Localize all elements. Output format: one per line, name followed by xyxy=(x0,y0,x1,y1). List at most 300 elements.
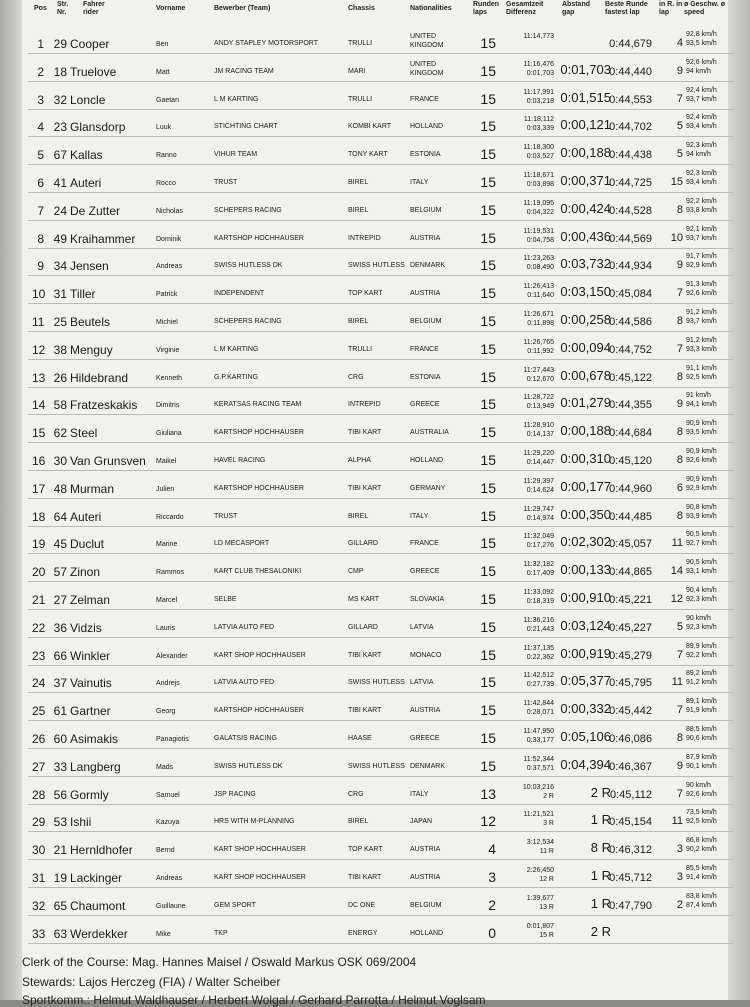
total-time: 11:29,747 xyxy=(523,505,554,513)
laps-count: 12 xyxy=(480,813,496,830)
start-number: 24 xyxy=(53,203,67,218)
position: 25 xyxy=(32,704,46,719)
team-name: KART SHOP HOCHHAUSER xyxy=(214,846,306,854)
gap-time: 0:03,124 xyxy=(560,617,611,633)
difference: 0:14,447 xyxy=(526,459,554,466)
rider-name: Jensen xyxy=(70,259,109,274)
laps-count: 15 xyxy=(480,35,496,51)
laps-count: 15 xyxy=(480,507,496,524)
fastest-speed: 93,1 km/h xyxy=(686,568,717,576)
chassis-name: CRG xyxy=(348,790,364,798)
fastest-in-lap: 3 xyxy=(676,843,683,856)
total-time: 11:27,443 xyxy=(523,366,554,374)
avg-speed: 90,4 km/h xyxy=(686,587,717,594)
fastest-speed: 92,6 km/h xyxy=(686,290,717,298)
start-number: 29 xyxy=(53,37,67,51)
gap-time: 0:00,133 xyxy=(560,562,611,578)
total-time: 11:36,216 xyxy=(523,616,554,624)
fastest-speed: 93,5 km/h xyxy=(686,429,717,437)
first-name: Marine xyxy=(156,541,178,549)
first-name: Nicholas xyxy=(156,207,183,215)
fastest-in-lap: 8 xyxy=(676,454,683,466)
fastest-lap: 0:44,702 xyxy=(609,121,652,134)
fastest-speed: 93,9 km/h xyxy=(686,512,717,520)
rider-name: Kraihammer xyxy=(70,231,136,246)
start-number: 23 xyxy=(53,120,67,135)
total-time: 11:42,512 xyxy=(523,672,554,680)
gap-time: 0:00,678 xyxy=(560,367,611,383)
nationality: GREECE xyxy=(410,401,440,409)
nationality: BELGIUM xyxy=(410,318,442,325)
fastest-speed: 92,9 km/h xyxy=(686,484,717,492)
gap-time: 0:03,732 xyxy=(560,256,611,272)
chassis-name: TRULLI xyxy=(348,345,373,353)
nationality: BELGIUM xyxy=(410,206,442,214)
team-name: LATVIA AUTO FED xyxy=(214,679,275,687)
table-row xyxy=(0,223,750,250)
header-laps: Runden laps xyxy=(473,1,500,16)
position: 23 xyxy=(32,648,46,663)
position: 33 xyxy=(32,926,46,941)
team-name: TRUST xyxy=(214,512,238,520)
team-name: KARTSHOP HOCHHAUSER xyxy=(214,484,304,492)
header-chassis: Chassis xyxy=(348,5,375,12)
first-name: Ranno xyxy=(156,152,177,160)
position: 8 xyxy=(37,231,44,246)
start-number: 57 xyxy=(53,565,67,580)
fastest-lap: 0:44,553 xyxy=(609,93,652,106)
header-rider: Fahrer rider xyxy=(83,1,105,16)
total-time: 11:14,773 xyxy=(523,33,554,40)
avg-speed: 90 km/h xyxy=(686,781,711,789)
fastest-lap: 0:45,279 xyxy=(609,649,652,662)
chassis-name: TIBI KART xyxy=(348,707,382,715)
total-time: 11:47,950 xyxy=(523,728,554,735)
laps-count: 15 xyxy=(480,424,496,441)
difference: 0:28,071 xyxy=(526,709,554,717)
gap-time: 0:00,350 xyxy=(560,506,611,522)
start-number: 38 xyxy=(53,342,67,357)
team-name: STICHTING CHART xyxy=(214,123,278,131)
fastest-lap: 0:45,057 xyxy=(609,538,652,551)
laps-count: 15 xyxy=(480,563,496,580)
fastest-lap: 0:44,752 xyxy=(609,343,652,356)
rider-name: Truelove xyxy=(70,64,117,79)
table-row xyxy=(0,167,750,194)
total-time: 11:18,300 xyxy=(523,144,554,152)
start-number: 32 xyxy=(53,92,67,107)
team-name: TRUST xyxy=(214,179,238,186)
difference: 0:18,319 xyxy=(526,598,554,605)
difference: 15 R xyxy=(539,931,554,939)
header-nr: Str. Nr. xyxy=(57,1,69,16)
rider-name: Kallas xyxy=(70,148,103,163)
gap-time: 0:00,371 xyxy=(560,173,611,188)
table-row xyxy=(0,278,750,305)
chassis-name: MARI xyxy=(348,67,366,75)
laps-count: 15 xyxy=(480,452,496,468)
first-name: Virginie xyxy=(156,346,180,354)
table-row xyxy=(0,56,750,83)
chassis-name: SWISS HUTLESS xyxy=(348,679,405,687)
difference: 11 R xyxy=(539,848,554,856)
chassis-name: KOMBI KART xyxy=(348,123,392,131)
gap-time: 0:05,377 xyxy=(560,673,611,689)
fastest-in-lap: 7 xyxy=(676,648,683,661)
rider-name: Langberg xyxy=(70,759,121,774)
nationality: AUSTRIA xyxy=(410,234,441,242)
team-name: L M KARTING xyxy=(214,95,259,103)
rider-name: Chaumont xyxy=(70,898,126,913)
rider-name: Steel xyxy=(70,426,98,441)
total-time: 11:28,910 xyxy=(523,422,554,430)
chassis-name: GILLARD xyxy=(348,623,378,631)
nationality: ESTONIA xyxy=(410,373,441,381)
start-number: 56 xyxy=(53,787,67,802)
fastest-speed: 87,4 km/h xyxy=(686,901,717,909)
first-name: Mads xyxy=(156,763,174,771)
fastest-in-lap: 2 xyxy=(676,898,683,911)
fastest-in-lap: 9 xyxy=(676,759,683,772)
laps-count: 15 xyxy=(480,591,496,607)
difference: 0:21,443 xyxy=(526,625,554,633)
table-row xyxy=(0,306,750,333)
fastest-speed: 92,5 km/h xyxy=(686,373,717,381)
fastest-speed: 93,8 km/h xyxy=(686,206,717,214)
nationality: DENMARK xyxy=(410,262,446,270)
avg-speed: 92,3 km/h xyxy=(686,142,717,150)
rider-name: Zelman xyxy=(70,593,111,607)
laps-count: 15 xyxy=(480,174,496,190)
nationality: BELGIUM xyxy=(410,901,442,909)
table-row xyxy=(0,84,750,111)
first-name: Julien xyxy=(156,485,175,493)
avg-speed: 91,7 km/h xyxy=(686,253,717,261)
total-time: 11:19,095 xyxy=(523,199,554,207)
team-name: JM RACING TEAM xyxy=(214,67,274,75)
nationality: FRANCE xyxy=(410,540,439,548)
position: 19 xyxy=(32,537,46,552)
difference: 0:01,703 xyxy=(526,69,554,77)
laps-count: 15 xyxy=(480,674,496,691)
fastest-lap: 0:44,355 xyxy=(609,399,652,412)
fastest-in-lap: 7 xyxy=(676,342,683,355)
table-row xyxy=(0,779,750,806)
avg-speed: 92,6 km/h xyxy=(686,58,717,66)
gap-time: 0:00,188 xyxy=(560,423,611,439)
fastest-speed: 91,4 km/h xyxy=(686,874,717,881)
table-row xyxy=(0,862,750,889)
nationality: AUSTRIA xyxy=(410,290,441,298)
team-name: L M KARTING xyxy=(214,345,259,353)
laps-count: 15 xyxy=(480,368,496,385)
fastest-lap: 0:44,485 xyxy=(609,510,652,523)
avg-speed: 91,2 km/h xyxy=(686,336,717,344)
start-number: 26 xyxy=(53,370,67,385)
start-number: 25 xyxy=(53,315,67,329)
first-name: Andreas xyxy=(156,875,183,882)
position: 32 xyxy=(32,898,46,913)
table-row xyxy=(0,528,750,555)
gap-time: 8 R xyxy=(590,840,611,856)
position: 7 xyxy=(37,203,44,218)
gap-time: 0:00,177 xyxy=(560,478,611,494)
chassis-name: BIREL xyxy=(348,318,369,325)
total-time: 11:32,049 xyxy=(523,533,554,541)
chassis-name: GILLARD xyxy=(348,540,378,548)
fastest-in-lap: 8 xyxy=(676,732,683,744)
nationality-line2: KINGDOM xyxy=(410,42,444,49)
fastest-speed: 90,6 km/h xyxy=(686,735,717,742)
fastest-lap: 0:44,960 xyxy=(609,482,652,495)
laps-count: 0 xyxy=(488,924,496,941)
start-number: 27 xyxy=(53,593,67,607)
nationality: FRANCE xyxy=(410,95,439,103)
avg-speed: 92,4 km/h xyxy=(686,114,717,122)
table-row xyxy=(0,445,750,472)
first-name: Gaetan xyxy=(156,96,179,104)
chassis-name: CMP xyxy=(348,568,364,576)
laps-count: 15 xyxy=(480,146,496,163)
total-time: 11:23,263 xyxy=(523,255,554,263)
first-name: Bernd xyxy=(156,847,175,855)
fastest-in-lap: 7 xyxy=(676,287,683,300)
team-name: LATVIA AUTO FED xyxy=(214,623,275,631)
footer-sporting: Sportkomm.: Helmut Waldhauser / Herbert Wolgal / Gerhard Parrotta / Helmut Voglsam xyxy=(22,993,486,1007)
table-row xyxy=(0,250,750,277)
fastest-speed: 93,7 km/h xyxy=(686,95,717,103)
gap-time: 0:00,424 xyxy=(560,200,611,216)
rider-name: Zinon xyxy=(70,565,101,580)
fastest-lap: 0:45,120 xyxy=(609,455,652,467)
rider-name: Werdekker xyxy=(70,926,128,941)
start-number: 64 xyxy=(53,509,67,524)
laps-count: 15 xyxy=(480,257,496,274)
table-row xyxy=(0,695,750,722)
first-name: Andrejs xyxy=(156,680,180,688)
table-row xyxy=(0,918,750,945)
chassis-name: DC ONE xyxy=(348,901,376,909)
nationality: AUSTRIA xyxy=(410,707,441,715)
start-number: 49 xyxy=(53,231,67,246)
fastest-lap: 0:45,084 xyxy=(609,288,652,301)
rider-name: De Zutter xyxy=(70,203,121,218)
avg-speed: 73,5 km/h xyxy=(686,809,717,817)
team-name: KERATSAS RACING TEAM xyxy=(214,401,302,409)
total-time: 11:26,765 xyxy=(523,338,554,346)
start-number: 45 xyxy=(53,537,67,552)
nationality: ESTONIA xyxy=(410,151,441,159)
table-row xyxy=(0,111,750,138)
nationality: GERMANY xyxy=(410,484,446,492)
gap-time: 0:00,188 xyxy=(560,145,611,161)
position: 5 xyxy=(37,148,44,163)
team-name: HAVEL RACING xyxy=(214,457,266,464)
fastest-in-lap: 11 xyxy=(671,537,683,550)
fastest-lap: 0:44,438 xyxy=(609,149,652,162)
total-time: 11:18,112 xyxy=(523,116,554,124)
start-number: 66 xyxy=(53,648,67,663)
first-name: Kenneth xyxy=(156,374,183,382)
gap-time: 0:00,258 xyxy=(560,312,611,327)
difference: 0:22,362 xyxy=(526,653,554,661)
nationality: AUSTRALIA xyxy=(410,429,449,437)
start-number: 48 xyxy=(53,481,67,496)
difference: 3 R xyxy=(543,820,554,828)
fastest-speed: 93,5 km/h xyxy=(686,40,717,47)
position: 26 xyxy=(32,732,46,746)
position: 13 xyxy=(32,370,46,385)
gap-time: 0:05,106 xyxy=(560,729,611,744)
fastest-speed: 92,2 km/h xyxy=(686,651,717,659)
fastest-speed: 93,7 km/h xyxy=(686,318,717,325)
difference: 0:14,137 xyxy=(526,431,554,439)
chassis-name: MS KART xyxy=(348,596,379,603)
total-time: 10:03,216 xyxy=(522,783,554,791)
laps-count: 15 xyxy=(480,396,496,413)
fastest-speed: 93,7 km/h xyxy=(686,234,717,242)
team-name: SCHEPERS RACING xyxy=(214,318,282,325)
fastest-speed: 93,4 km/h xyxy=(686,179,717,186)
first-name: Matt xyxy=(156,68,170,76)
laps-count: 15 xyxy=(480,340,496,357)
difference: 0:11,898 xyxy=(527,320,554,327)
nationality: HOLLAND xyxy=(410,123,444,131)
fastest-in-lap: 9 xyxy=(676,398,683,411)
position: 15 xyxy=(32,426,46,441)
fastest-lap: 0:45,712 xyxy=(609,872,652,884)
difference: 0:14,624 xyxy=(526,486,554,494)
first-name: Michiel xyxy=(156,319,178,326)
start-number: 33 xyxy=(53,759,67,774)
difference: 0:37,571 xyxy=(526,764,554,772)
total-time: 1:39,677 xyxy=(526,894,554,902)
laps-count: 15 xyxy=(480,757,496,774)
fastest-speed: 92,5 km/h xyxy=(686,818,717,826)
fastest-in-lap: 9 xyxy=(676,64,683,77)
team-name: INDEPENDENT xyxy=(214,290,265,298)
table-row xyxy=(0,667,750,694)
fastest-in-lap: 6 xyxy=(676,481,683,494)
nationality: DENMARK xyxy=(410,762,446,770)
gap-time: 0:01,279 xyxy=(560,395,611,411)
start-number: 61 xyxy=(53,704,67,719)
rider-name: Asimakis xyxy=(70,732,119,746)
position: 12 xyxy=(32,342,46,357)
avg-speed: 91,1 km/h xyxy=(686,364,717,372)
nationality-line2: KINGDOM xyxy=(410,69,444,77)
chassis-name: BIREL xyxy=(348,179,369,186)
team-name: ANDY STAPLEY MOTORSPORT xyxy=(214,40,318,47)
position: 9 xyxy=(37,259,44,274)
position: 22 xyxy=(32,620,46,635)
fastest-speed: 90,1 km/h xyxy=(686,762,717,770)
nationality: LATVIA xyxy=(410,623,434,631)
start-number: 53 xyxy=(53,815,67,830)
fastest-in-lap: 8 xyxy=(676,203,683,216)
start-number: 65 xyxy=(53,898,67,913)
start-number: 36 xyxy=(53,620,67,635)
position: 24 xyxy=(32,676,46,691)
chassis-name: TONY KART xyxy=(348,151,388,159)
fastest-lap: 0:45,154 xyxy=(609,816,652,829)
rider-name: Ishii xyxy=(70,815,92,830)
first-name: Dominik xyxy=(156,235,182,243)
start-number: 67 xyxy=(53,148,67,163)
gap-time: 0:00,310 xyxy=(560,451,611,466)
laps-count: 15 xyxy=(480,479,496,496)
fastest-in-lap: 9 xyxy=(676,259,683,272)
avg-speed: 90,5 km/h xyxy=(686,531,717,539)
nationality: UNITED xyxy=(410,60,437,68)
rider-name: Gormly xyxy=(70,787,109,802)
position: 14 xyxy=(32,398,46,413)
rider-name: Tiller xyxy=(70,287,96,302)
fastest-lap: 0:44,586 xyxy=(609,316,652,328)
first-name: Riccardo xyxy=(156,513,184,521)
position: 10 xyxy=(32,287,46,302)
footer-stewards: Stewards: Lajos Herczeg (FIA) / Walter Scheiber xyxy=(22,975,281,989)
team-name: SWISS HUTLESS DK xyxy=(214,262,283,270)
fastest-in-lap: 4 xyxy=(676,37,683,49)
first-name: Dimitris xyxy=(156,402,180,410)
chassis-name: TIBI KART xyxy=(348,484,382,492)
table-row xyxy=(0,334,750,361)
header-avg-speed: ø Geschw. ø speed xyxy=(684,1,725,16)
total-time: 2:26,450 xyxy=(526,867,554,874)
total-time: 11:32,182 xyxy=(523,561,554,569)
difference: 0:33,177 xyxy=(526,737,554,744)
laps-count: 15 xyxy=(480,62,496,79)
table-row xyxy=(0,612,750,639)
laps-count: 15 xyxy=(480,313,496,329)
chassis-name: TIBI KART xyxy=(348,874,382,881)
table-row xyxy=(0,556,750,583)
rider-name: Auteri xyxy=(70,176,102,190)
chassis-name: INTREPID xyxy=(348,234,381,242)
chassis-name: BIREL xyxy=(348,206,369,214)
chassis-name: ALPHA xyxy=(348,457,371,464)
rider-name: Glansdorp xyxy=(70,120,126,135)
difference: 13 R xyxy=(539,903,554,911)
start-number: 58 xyxy=(53,398,67,413)
chassis-name: SWISS HUTLESS xyxy=(348,762,405,770)
total-time: 11:26,671 xyxy=(523,311,554,318)
footer-clerk: Clerk of the Course: Mag. Hannes Maisel / Oswald Markus OSK 069/2004 xyxy=(22,955,417,969)
chassis-name: TOP KART xyxy=(348,846,383,854)
start-number: 34 xyxy=(53,259,67,274)
laps-count: 15 xyxy=(480,535,496,552)
fastest-lap: 0:44,865 xyxy=(609,566,652,579)
rider-name: Vainutis xyxy=(70,676,112,691)
fastest-in-lap: 7 xyxy=(676,92,683,105)
rider-name: Lackinger xyxy=(70,871,123,885)
fastest-lap: 0:45,221 xyxy=(609,594,652,606)
first-name: Luuk xyxy=(156,124,172,132)
fastest-speed: 94 km/h xyxy=(686,67,711,75)
chassis-name: BIREL xyxy=(348,512,369,520)
laps-count: 15 xyxy=(480,201,496,218)
avg-speed: 90 km/h xyxy=(686,614,711,622)
header-in-lap: in R. in lap xyxy=(659,1,683,16)
fastest-lap: 0:45,442 xyxy=(609,705,652,718)
fastest-in-lap: 7 xyxy=(676,704,683,717)
avg-speed: 89,1 km/h xyxy=(686,698,717,706)
gap-time: 1 R xyxy=(590,812,611,828)
fastest-speed: 92,3 km/h xyxy=(686,596,717,603)
nationality: LATVIA xyxy=(410,679,434,687)
first-name: Marcel xyxy=(156,597,178,604)
